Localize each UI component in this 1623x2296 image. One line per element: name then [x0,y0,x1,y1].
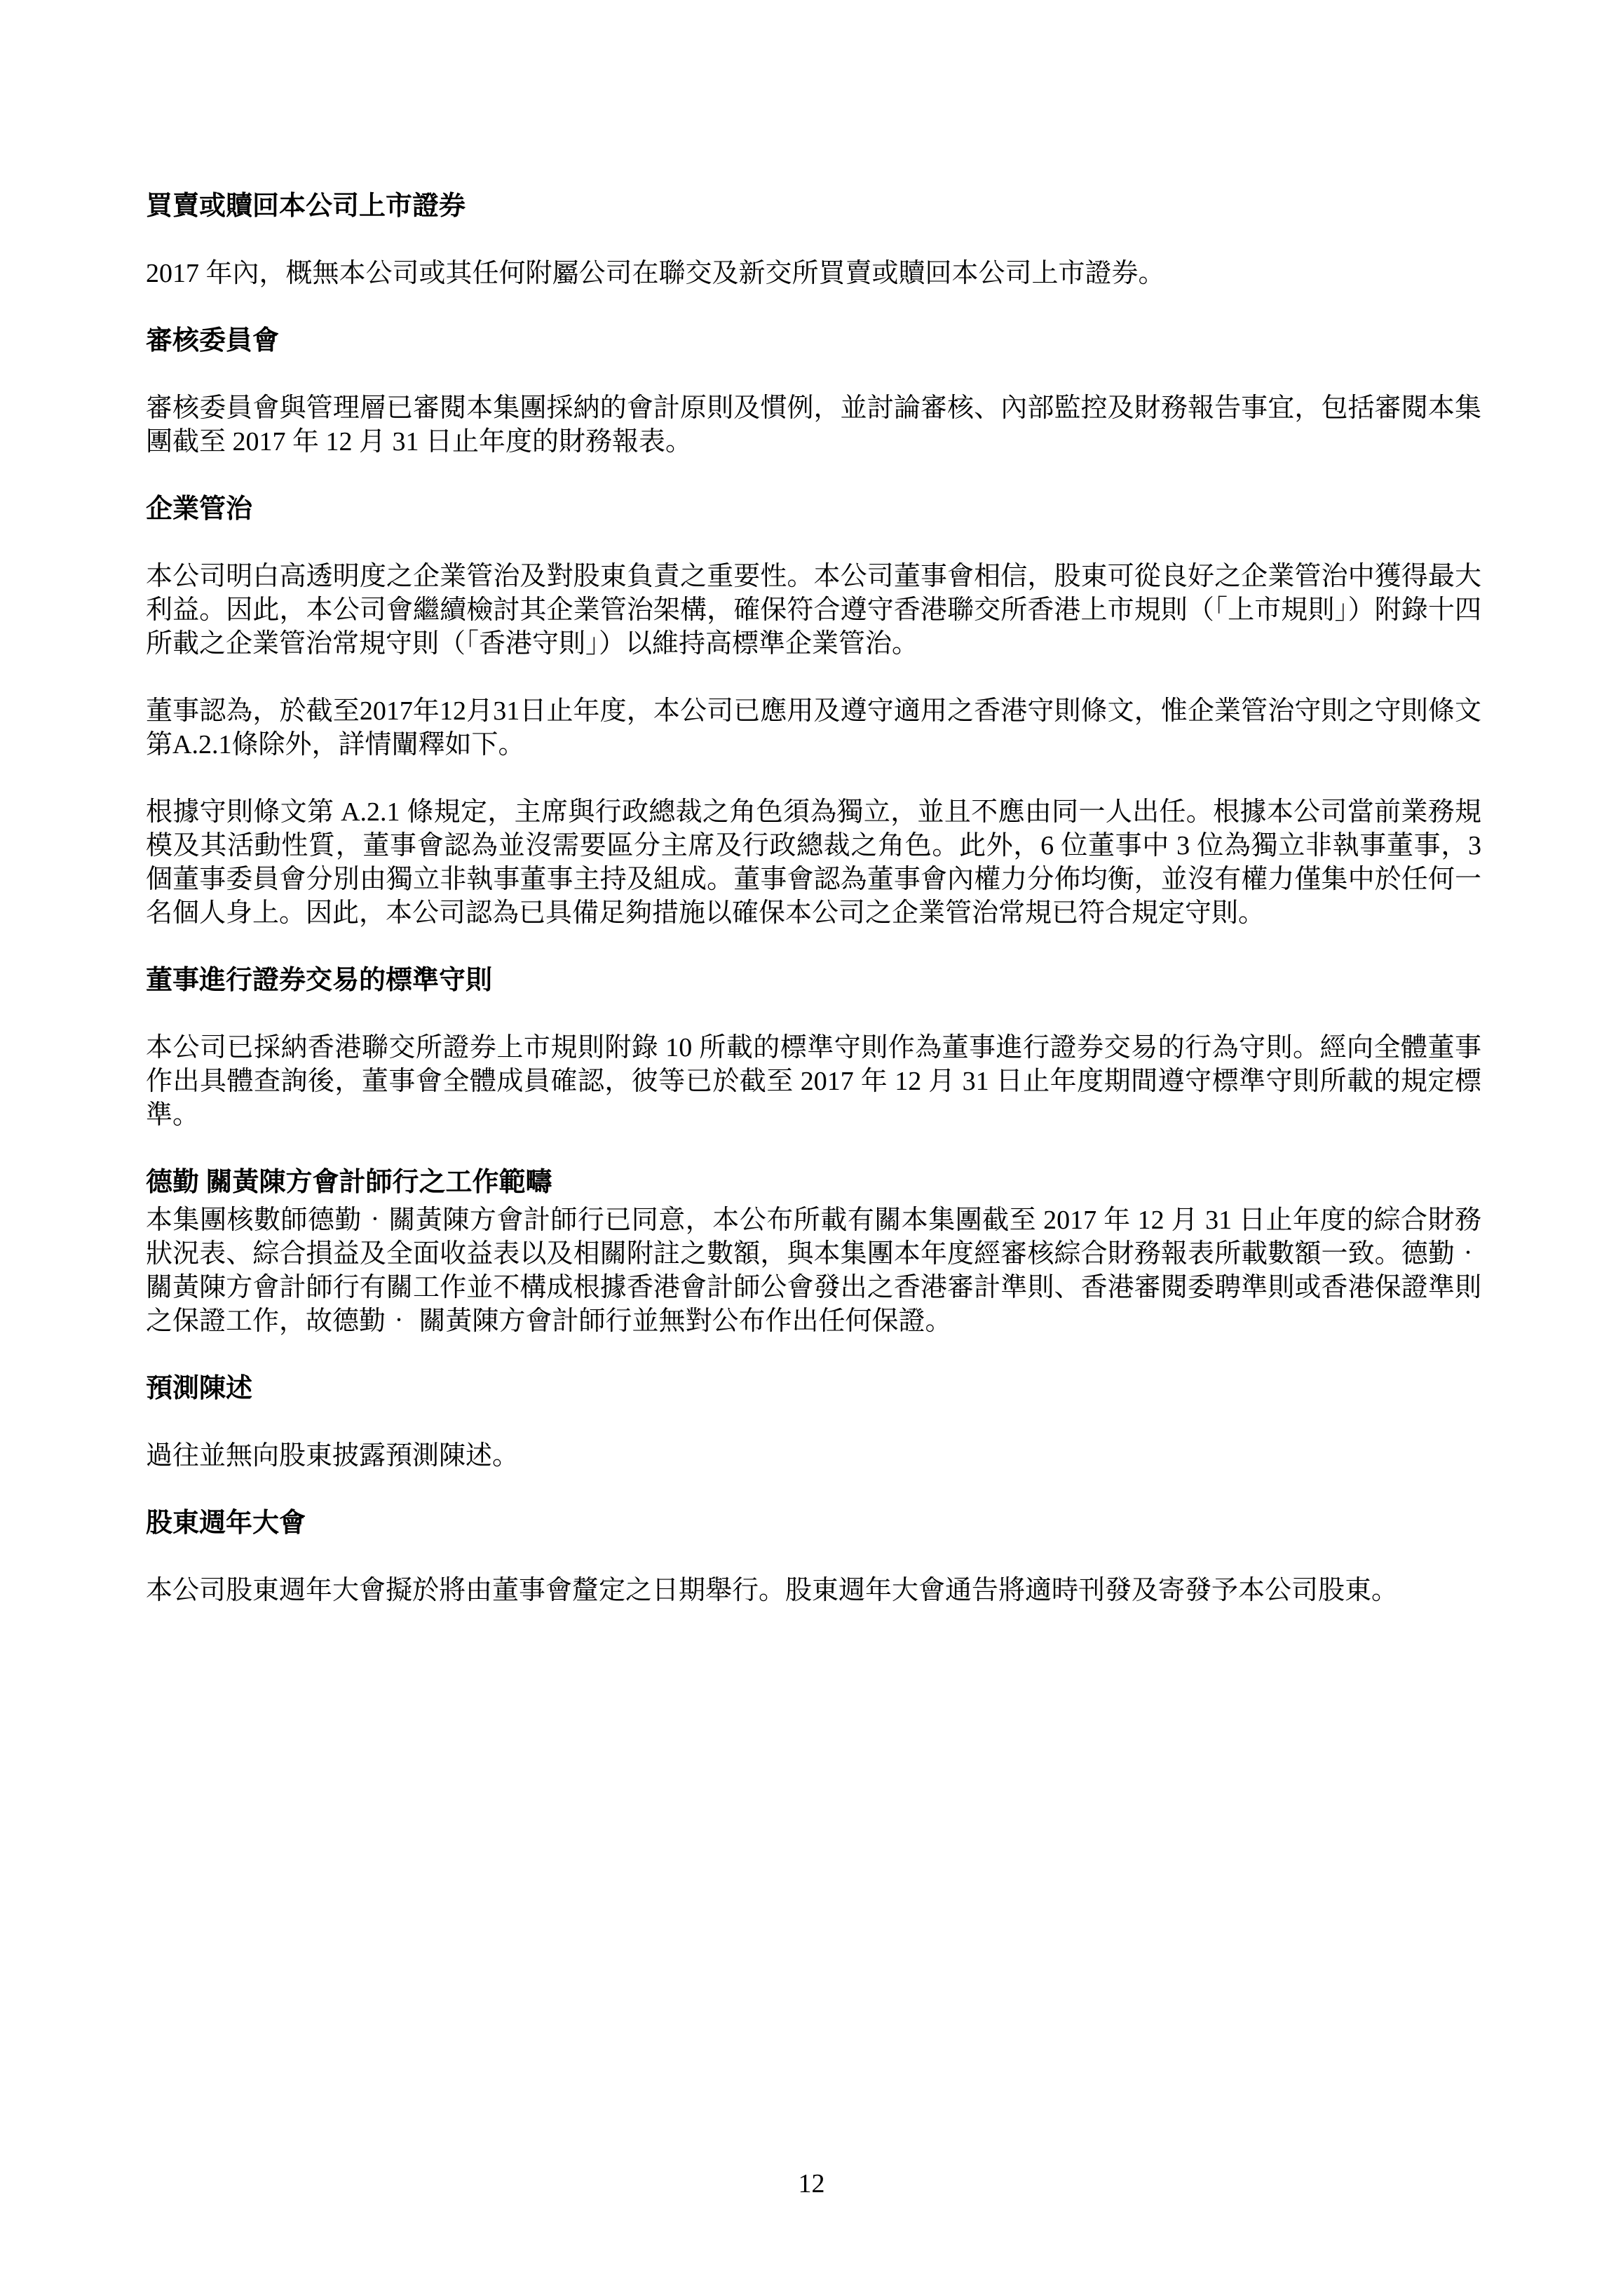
section-heading-agm: 股東週年大會 [146,1508,306,1538]
section-heading-forecast-statement: 預測陳述 [146,1374,253,1403]
section-heading-buyback: 買賣或贖回本公司上市證券 [146,191,466,221]
paragraph-deloitte-scope: 本集團核數師德勤‧關黃陳方會計師行已同意，本公布所載有關本集團截至 2017 年 12 月 31 日止年度的綜合財務狀況表、綜合損益及全面收益表以及相關附註之數額，與本集團本年度經審核綜合財務報表所載數額一致。德勤‧關黃陳方會計師行有關工作並不構成根據香港會計師公會發出之香港審計準則、香港審閱委聘準則或香港保證準則之保證工作，故德勤‧ 關黃陳方會計師行並無對公布作出任何保證。 [146,1206,1481,1336]
section-corporate-governance [146,492,1481,930]
section-heading-model-code: 董事進行證券交易的標準守則 [146,966,493,995]
section-audit-committee [146,324,1481,459]
section-heading-deloitte-scope: 德勤 關黃陳方會計師行之工作範疇 [146,1168,552,1197]
section-deloitte-scope [146,1166,1481,1338]
paragraph-audit-committee: 審核委員會與管理層已審閱本集團採納的會計原則及慣例，並討論審核、內部監控及財務報告事宜，包括審閱本集團截至 2017 年 12 月 31 日止年度的財務報表。 [146,393,1481,457]
paragraph-forecast-statement: 過往並無向股東披露預測陳述。 [146,1441,520,1471]
paragraph-agm: 本公司股東週年大會擬於將由董事會釐定之日期舉行。股東週年大會通告將適時刊發及寄發予本公司股東。 [146,1576,1399,1605]
section-model-code [146,964,1481,1132]
paragraph-buyback: 2017 年內，概無本公司或其任何附屬公司在聯交及新交所買賣或贖回本公司上市證券。 [146,259,1165,288]
page-number: 12 [798,2169,825,2199]
paragraph-model-code: 本公司已採納香港聯交所證券上市規則附錄 10 所載的標準守則作為董事進行證券交易的行為守則。經向全體董事作出具體查詢後，董事會全體成員確認，彼等已於截至 2017 年 12 月 31 日止年度期間遵守標準守則所載的規定標準。 [146,1033,1481,1130]
section-agm [146,1506,1481,1607]
section-buyback [146,189,1481,290]
paragraph-corporate-governance-1: 本公司明白高透明度之企業管治及對股東負責之重要性。本公司董事會相信，股東可從良好之企業管治中獲得最大利益。因此，本公司會繼續檢討其企業管治架構，確保符合遵守香港聯交所香港上市規則（「上市規則」）附錄十四所載之企業管治常規守則（「香港守則」）以維持高標準企業管治。 [146,562,1481,659]
section-forecast-statement [146,1372,1481,1473]
document-content [146,189,1481,1607]
paragraph-corporate-governance-2: 董事認為，於截至2017年12月31日止年度，本公司已應用及遵守適用之香港守則條文，惟企業管治守則之守則條文第A.2.1條除外，詳情闡釋如下。 [146,696,1481,759]
paragraph-corporate-governance-3: 根據守則條文第 A.2.1 條規定，主席與行政總裁之角色須為獨立，並且不應由同一人出任。根據本公司當前業務規模及其活動性質，董事會認為並沒需要區分主席及行政總裁之角色。此外，6 位董事中 3 位為獨立非執事董事，3 個董事委員會分別由獨立非執事董事主持及組成。董事會認為董事會內權力分佈均衡，並沒有權力僅集中於任何一名個人身上。因此，本公司認為已具備足夠措施以確保本公司之企業管治常規已符合規定守則。 [146,797,1481,928]
section-heading-audit-committee: 審核委員會 [146,326,280,356]
section-heading-corporate-governance: 企業管治 [146,494,253,524]
